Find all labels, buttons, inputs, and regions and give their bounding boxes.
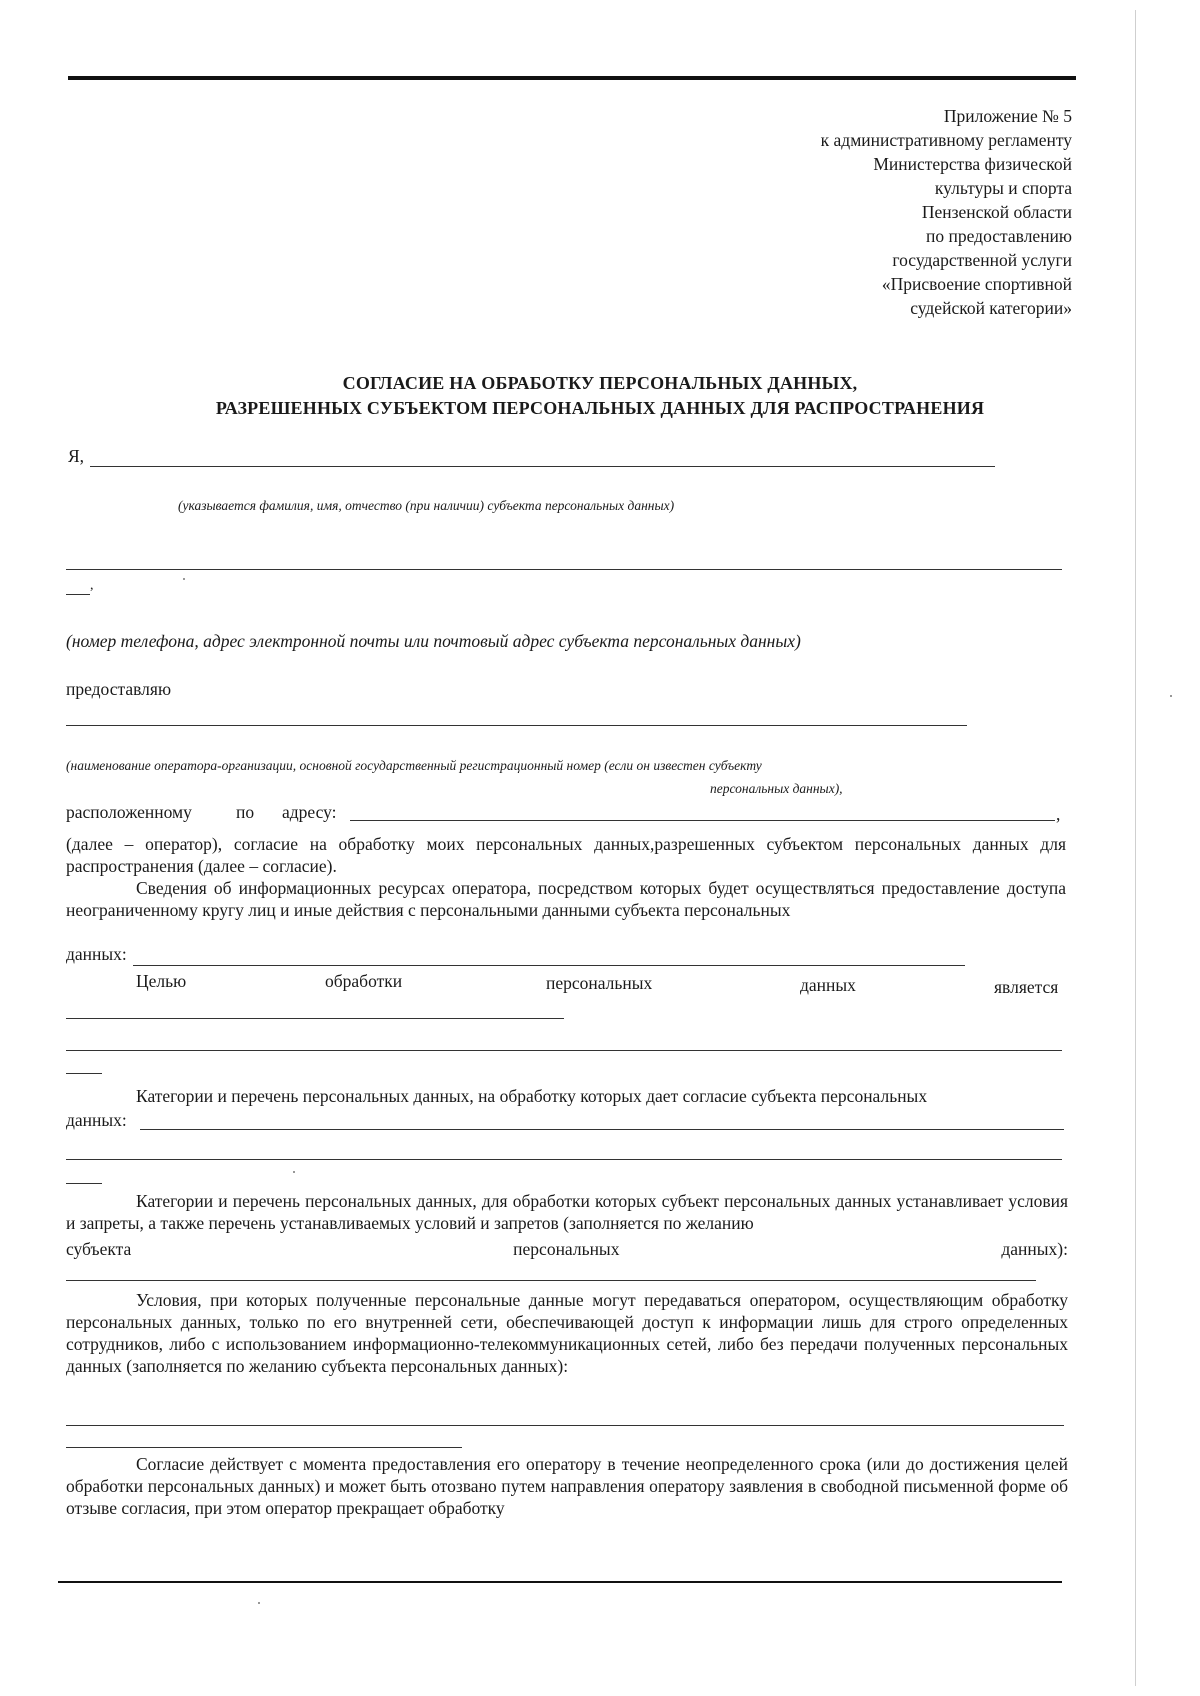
address-word-2: по xyxy=(236,802,255,822)
appendix-line: Министерства физической xyxy=(873,154,1072,174)
appendix-line: к административному регламенту xyxy=(820,130,1072,150)
operator-field-hint-2: персональных данных), xyxy=(710,781,843,796)
categories-paragraph: Категории и перечень персональных данных, на обработку которых дает согласие субъекта персональных xyxy=(136,1086,928,1106)
i-label: Я, xyxy=(68,446,85,466)
conditions-field-line[interactable] xyxy=(66,1280,1036,1281)
address-comma: , xyxy=(1056,804,1061,824)
address-field-line[interactable] xyxy=(350,820,1055,821)
conditions-paragraph: Категории и перечень персональных данных, для обработки которых субъект персональных данных устанавливает условия и запреты, а также перечень устанавливаемых условий и запретов (заполняется по желанию xyxy=(66,1191,1068,1233)
conditions-last-word-3: данных): xyxy=(1001,1239,1068,1259)
bottom-rule xyxy=(58,1581,1062,1583)
transfer-field-line-2[interactable] xyxy=(66,1447,462,1448)
address-word-3: адресу: xyxy=(282,802,337,822)
resources-field-line[interactable] xyxy=(133,965,965,966)
purpose-word-5: является xyxy=(994,977,1059,997)
comma-mark: , xyxy=(90,578,94,593)
resources-data-label: данных: xyxy=(66,944,127,964)
address-word-1: расположенному xyxy=(66,802,192,822)
conditions-last-word-1: субъекта xyxy=(66,1239,132,1259)
name-field-hint: (указывается фамилия, имя, отчество (при наличии) субъекта персональных данных) xyxy=(178,498,675,513)
purpose-field-line-1[interactable] xyxy=(66,1018,564,1019)
categories-field-line-3[interactable] xyxy=(66,1183,102,1184)
document-title-line-2: РАЗРЕШЕННЫХ СУБЪЕКТОМ ПЕРСОНАЛЬНЫХ ДАННЫХ ДЛЯ РАСПРОСТРАНЕНИЯ xyxy=(215,398,985,418)
transfer-paragraph: Условия, при которых полученные персональные данные могут передаваться оператором, осуществляющим обработку персональных данных, только по его внутренней сети, обеспечивающей доступ к информации лишь для строго определенных сотрудников, либо с использованием информационно-телекоммуникационных сетей, либо без передачи полученных персональных данных (заполняется по желанию субъекта персональных данных): xyxy=(66,1290,1068,1376)
conditions-last-line xyxy=(66,1238,1068,1260)
appendix-line: по предоставлению xyxy=(926,226,1072,246)
purpose-field-line-3[interactable] xyxy=(66,1073,102,1074)
appendix-line: «Присвоение спортивной xyxy=(881,274,1072,294)
appendix-line: судейской категории» xyxy=(910,298,1072,318)
resources-paragraph: Сведения об информационных ресурсах оператора, посредством которых будет осуществляться предоставление доступа неограниченному кругу лиц и иные действия с персональными данными субъекта персональных xyxy=(66,878,1066,920)
scan-speck xyxy=(293,1171,295,1173)
purpose-word-4: данных xyxy=(800,975,856,995)
operator-field-line[interactable] xyxy=(66,725,967,726)
purpose-word-3: персональных xyxy=(546,973,653,993)
purpose-word-1: Целью xyxy=(136,971,187,991)
validity-paragraph: Согласие действует с момента предоставления его оператору в течение неопределенного срока (или до достижения целей обработки персональных данных) и может быть отозвано путем направления оператору заявления в свободной письменной форме об отзыве согласия, при этом оператор прекращает обработку xyxy=(66,1454,1068,1518)
appendix-line: Пензенской области xyxy=(921,202,1072,222)
appendix-line: государственной услуги xyxy=(892,250,1072,270)
consent-paragraph: (далее – оператор), согласие на обработку моих персональных данных,разрешенных субъектом персональных данных для распространения (далее – согласие). xyxy=(66,834,1066,876)
conditions-last-word-2: персональных xyxy=(513,1239,620,1259)
purpose-field-line-2[interactable] xyxy=(66,1050,1062,1051)
contact-field-hint: (номер телефона, адрес электронной почты или почтовый адрес субъекта персональных данных) xyxy=(66,631,801,651)
name-field-line-2[interactable] xyxy=(66,569,1062,570)
categories-field-line-1[interactable] xyxy=(140,1129,1064,1130)
appendix-line: Приложение № 5 xyxy=(943,106,1072,126)
transfer-field-line-1[interactable] xyxy=(66,1425,1064,1426)
scan-speck xyxy=(1170,695,1172,697)
document-title-line-1: СОГЛАСИЕ НА ОБРАБОТКУ ПЕРСОНАЛЬНЫХ ДАННЫХ, xyxy=(342,373,858,393)
name-field-line[interactable] xyxy=(90,466,995,467)
categories-data-label: данных: xyxy=(66,1110,127,1130)
scan-speck xyxy=(258,1602,260,1604)
purpose-word-2: обработки xyxy=(325,971,403,991)
scan-speck xyxy=(183,578,185,580)
scan-edge xyxy=(1135,10,1136,1686)
provide-label: предоставляю xyxy=(66,679,172,699)
short-field-line[interactable] xyxy=(66,594,90,595)
top-rule xyxy=(68,76,1076,80)
appendix-block xyxy=(821,104,1072,320)
categories-field-line-2[interactable] xyxy=(66,1159,1062,1160)
appendix-line: культуры и спорта xyxy=(934,178,1072,198)
operator-field-hint-1: (наименование оператора-организации, основной государственный регистрационный номер (если он известен субъекту xyxy=(66,758,762,773)
